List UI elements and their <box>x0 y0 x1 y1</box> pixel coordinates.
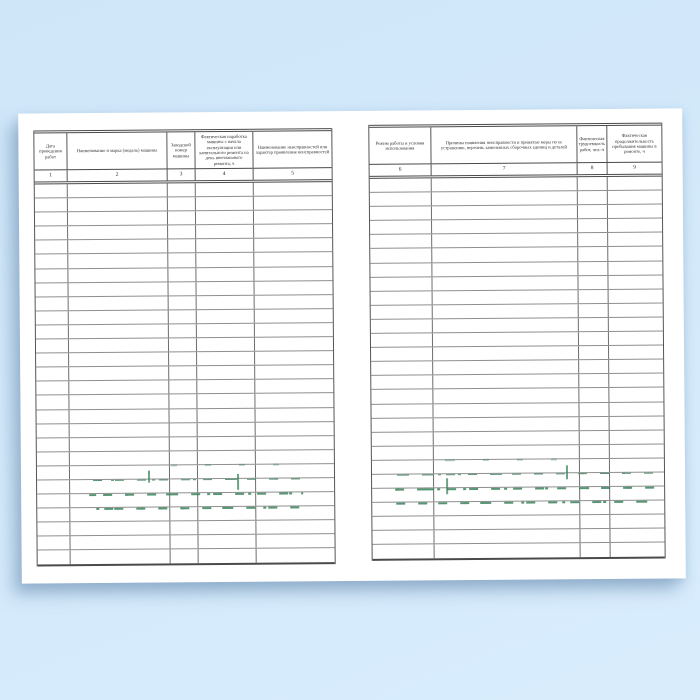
table-cell <box>254 196 332 210</box>
table-cell <box>169 352 197 365</box>
table-cell <box>197 408 255 422</box>
table-cell <box>372 418 434 432</box>
table-cell <box>578 233 608 246</box>
table-cell <box>196 225 254 239</box>
table-cell <box>370 249 432 263</box>
table-cell <box>434 431 580 445</box>
table-cell <box>69 310 169 324</box>
table-cell <box>432 205 578 219</box>
table-cell <box>170 479 198 492</box>
column-header: Фактическая наработка машины с начала эксплуатации или капитального ремонта на день внепланового ремонта, ч <box>195 132 253 168</box>
table-cell <box>256 450 334 464</box>
table-cell <box>69 324 169 338</box>
table-cell <box>198 521 256 535</box>
column-header: Причины появления неисправности и принятые меры по ее устранению, перечень замененных сборочных единиц и деталей <box>431 126 577 163</box>
table-cell <box>169 381 197 394</box>
table-cell <box>433 403 579 417</box>
table-cell <box>198 436 256 450</box>
table-cell <box>68 268 168 282</box>
column-number: 2 <box>68 169 168 181</box>
table-cell <box>37 522 70 535</box>
table-cell <box>610 444 664 458</box>
table-cell <box>610 473 664 487</box>
table-cell <box>36 311 69 324</box>
table-cell <box>68 282 168 296</box>
table-cell <box>578 191 608 204</box>
table-cell <box>435 544 581 558</box>
table-cell <box>199 549 257 563</box>
table-cell <box>168 268 196 281</box>
table-cell <box>35 255 68 268</box>
table-cell <box>370 221 432 235</box>
table-cell <box>68 226 168 240</box>
table-cell <box>170 536 198 549</box>
table-cell <box>608 275 662 289</box>
table-cell <box>37 424 70 437</box>
column-header: Наименование и марка (модель) машины <box>67 132 167 169</box>
table-cell <box>35 227 68 240</box>
table-cell <box>35 283 68 296</box>
table-cell <box>198 451 256 465</box>
right-page-table <box>368 123 665 561</box>
table-cell <box>579 318 609 331</box>
table-cell <box>433 318 579 332</box>
table-cell <box>197 338 255 352</box>
table-cell <box>36 396 69 409</box>
table-cell <box>581 543 611 556</box>
table-cell <box>169 296 197 309</box>
column-number: 4 <box>196 169 254 180</box>
table-cell <box>69 395 169 409</box>
table-cell <box>433 332 579 346</box>
table-cell <box>35 269 68 282</box>
table-cell <box>433 346 579 360</box>
table-cell <box>171 550 199 563</box>
table-cell <box>168 197 196 210</box>
table-cell <box>255 408 333 422</box>
table-cell <box>69 353 169 367</box>
table-cell <box>579 402 609 415</box>
left-page-table <box>33 128 335 566</box>
table-cell <box>254 182 332 196</box>
table-cell <box>608 191 662 205</box>
table-cell <box>37 480 70 493</box>
watermark <box>18 108 682 113</box>
table-cell <box>37 508 70 521</box>
table-cell <box>254 224 332 238</box>
table-cell <box>36 353 69 366</box>
table-cell <box>196 183 254 197</box>
table-cell <box>433 360 579 374</box>
table-cell <box>578 219 608 232</box>
table-cell <box>372 474 434 488</box>
table-cell <box>610 458 664 472</box>
table-cell <box>609 303 663 317</box>
table-cell <box>196 253 254 267</box>
table-cell <box>37 438 70 451</box>
table-cell <box>255 309 333 323</box>
table-cell <box>371 305 433 319</box>
table-cell <box>370 178 432 192</box>
table-cell <box>257 549 335 563</box>
table-cell <box>372 460 434 474</box>
table-cell <box>608 233 662 247</box>
table-cell <box>608 205 662 219</box>
table-cell <box>197 366 255 380</box>
table-cell <box>69 381 169 395</box>
table-cell <box>609 332 663 346</box>
table-cell <box>170 493 198 506</box>
table-cell <box>198 422 256 436</box>
table-cell <box>256 464 334 478</box>
header-row <box>34 128 331 170</box>
table-cell <box>255 337 333 351</box>
table-cell <box>609 317 663 331</box>
table-cell <box>610 416 664 430</box>
table-cell <box>169 395 197 408</box>
table-cell <box>169 324 197 337</box>
table-cell <box>196 197 254 211</box>
table-cell <box>370 263 432 277</box>
table-row <box>373 543 665 560</box>
table-cell <box>70 536 170 550</box>
table-cell <box>169 409 197 422</box>
table-cell <box>608 177 662 191</box>
column-header: Наименование неисправностей или характер проявления неисправностей <box>255 143 330 155</box>
table-cell <box>255 323 333 337</box>
table-cell <box>579 360 609 373</box>
watermark-stroke <box>446 478 448 494</box>
table-cell <box>70 522 170 536</box>
table-cell <box>372 517 434 531</box>
table-cell <box>255 295 333 309</box>
table-cell <box>197 352 255 366</box>
table-cell <box>372 432 434 446</box>
table-cell <box>37 466 70 479</box>
table-cell <box>36 382 69 395</box>
table-cell <box>372 531 434 545</box>
watermark-stroke <box>566 465 568 479</box>
table-cell <box>69 338 169 352</box>
table-cell <box>168 240 196 253</box>
table-cell <box>168 226 196 239</box>
table-cell <box>580 529 610 542</box>
table-cell <box>197 380 255 394</box>
table-cell <box>611 543 665 557</box>
table-cell <box>433 304 579 318</box>
table-cell <box>373 545 435 559</box>
table-cell <box>36 325 69 338</box>
table-cell <box>580 459 610 472</box>
table-cell <box>432 191 578 205</box>
table-cell <box>371 362 433 376</box>
table-cell <box>372 446 434 460</box>
column-header: Режим работы и условия использования <box>369 127 431 163</box>
table-cell <box>35 212 68 225</box>
table-cell <box>170 451 198 464</box>
table-cell <box>256 534 334 548</box>
column-number: 5 <box>291 170 295 177</box>
column-header: Дата проведения работ <box>34 133 67 169</box>
table-cell <box>580 431 610 444</box>
table-cell <box>254 253 332 267</box>
table-cell <box>578 276 608 289</box>
table-cell <box>578 247 608 260</box>
table-cell <box>578 177 608 190</box>
header-row <box>369 123 661 165</box>
table-cell <box>256 436 334 450</box>
table-cell <box>434 530 580 544</box>
table-cell <box>578 262 608 275</box>
table-cell <box>434 459 580 473</box>
table-cell <box>372 488 434 502</box>
table-cell <box>255 379 333 393</box>
table-cell <box>432 234 578 248</box>
table-cell <box>198 535 256 549</box>
table-cell <box>580 473 610 486</box>
table-cell <box>255 394 333 408</box>
table-cell <box>70 479 170 493</box>
table-cell <box>197 394 255 408</box>
table-cell <box>609 360 663 374</box>
table-cell <box>35 198 68 211</box>
table-cell <box>433 389 579 403</box>
table-cell <box>68 254 168 268</box>
table-cell <box>254 281 332 295</box>
table-cell <box>37 452 70 465</box>
column-number: 9 <box>633 164 637 171</box>
table-cell <box>36 367 69 380</box>
table-cell <box>38 551 71 564</box>
table-cell <box>580 417 610 430</box>
table-cell <box>170 465 198 478</box>
table-cell <box>36 297 69 310</box>
table-cell <box>37 494 70 507</box>
table-cell <box>608 219 662 233</box>
table-cell <box>432 276 578 290</box>
table-cell <box>169 338 197 351</box>
table-cell <box>371 319 433 333</box>
table-cell <box>198 479 256 493</box>
table-cell <box>370 192 432 206</box>
table-cell <box>371 390 433 404</box>
table-cell <box>255 365 333 379</box>
table-cell <box>580 487 610 500</box>
table-cell <box>197 324 255 338</box>
table-cell <box>579 332 609 345</box>
table-row <box>38 549 335 566</box>
table-cell <box>434 417 580 431</box>
table-cell <box>579 290 609 303</box>
table-cell <box>70 437 170 451</box>
table-cell <box>68 240 168 254</box>
table-cell <box>609 289 663 303</box>
table-cell <box>168 282 196 295</box>
column-header: Фактическая продолжительность пребывания машины в ремонте, ч <box>612 132 657 155</box>
column-number: 6 <box>370 164 432 175</box>
table-cell <box>609 346 663 360</box>
table-cell <box>579 388 609 401</box>
watermark-stroke <box>148 471 150 483</box>
table-cell <box>254 267 332 281</box>
table-cell <box>371 333 433 347</box>
table-cell <box>196 281 254 295</box>
table-cell <box>256 520 334 534</box>
table-cell <box>35 184 68 197</box>
table-cell <box>68 212 168 226</box>
table-cell <box>170 521 198 534</box>
column-number: 1 <box>35 170 68 181</box>
column-number: 8 <box>578 163 608 174</box>
table-cell <box>35 241 68 254</box>
column-number: 7 <box>432 163 578 175</box>
journal-spread-sheet <box>18 108 686 583</box>
table-cell <box>608 247 662 261</box>
table-cell <box>168 211 196 224</box>
table-cell <box>68 198 168 212</box>
table-cell <box>254 210 332 224</box>
table-cell <box>433 375 579 389</box>
table-cell <box>371 347 433 361</box>
watermark-stroke <box>237 474 239 490</box>
table-cell <box>610 529 664 543</box>
column-number: 3 <box>168 169 196 180</box>
table-cell <box>256 422 334 436</box>
table-cell <box>70 423 170 437</box>
table-cell <box>609 388 663 402</box>
table-cell <box>256 478 334 492</box>
table-cell <box>168 183 196 196</box>
table-cell <box>580 445 610 458</box>
table-cell <box>370 277 432 291</box>
column-header: Заводской номер машины <box>167 132 195 168</box>
table-cell <box>579 374 609 387</box>
table-cell <box>169 310 197 323</box>
table-cell <box>169 366 197 379</box>
table-cell <box>371 404 433 418</box>
table-cell <box>580 515 610 528</box>
table-cell <box>608 261 662 275</box>
table-cell <box>609 402 663 416</box>
table-cell <box>578 205 608 218</box>
table-cell <box>69 409 169 423</box>
table-cell <box>255 351 333 365</box>
table-cell <box>434 445 580 459</box>
table-cell <box>36 339 69 352</box>
table-cell <box>69 296 169 310</box>
table-cell <box>610 430 664 444</box>
table-cell <box>70 465 170 479</box>
table-cell <box>36 410 69 423</box>
table-cell <box>170 437 198 450</box>
table-cell <box>432 248 578 262</box>
table-cell <box>196 239 254 253</box>
table-cell <box>371 376 433 390</box>
table-cell <box>370 235 432 249</box>
table-cell <box>432 262 578 276</box>
table-cell <box>197 296 255 310</box>
column-header: Фактическая трудоемкость работ, чел.-ч <box>577 126 607 162</box>
table-cell <box>168 254 196 267</box>
table-cell <box>370 207 432 221</box>
table-cell <box>433 290 579 304</box>
table-cell <box>434 515 580 529</box>
table-cell <box>69 367 169 381</box>
table-cell <box>70 451 170 465</box>
table-cell <box>579 304 609 317</box>
table-cell <box>196 211 254 225</box>
table-cell <box>609 374 663 388</box>
table-cell <box>432 177 578 191</box>
table-cell <box>610 515 664 529</box>
table-cell <box>68 183 168 197</box>
table-cell <box>371 291 433 305</box>
table-cell <box>170 423 198 436</box>
table-cell <box>71 550 171 564</box>
table-cell <box>432 220 578 234</box>
table-cell <box>37 537 70 550</box>
table-cell <box>579 346 609 359</box>
table-cell <box>196 267 254 281</box>
table-cell <box>197 310 255 324</box>
table-cell <box>254 239 332 253</box>
table-cell <box>198 465 256 479</box>
